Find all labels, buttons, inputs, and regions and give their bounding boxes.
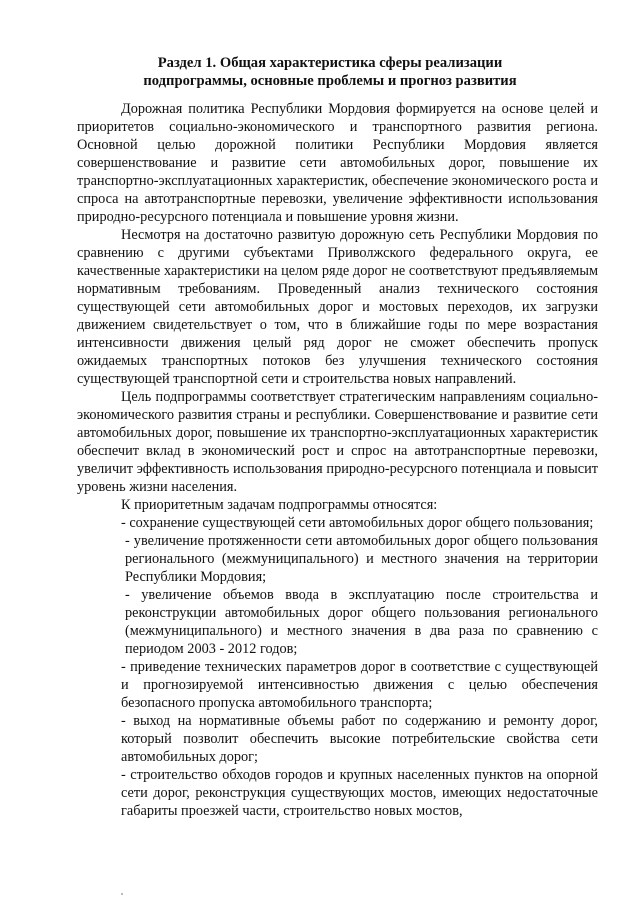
paragraph-road-policy: Дорожная политика Республики Мордовия формируется на основе целей и приоритетов социально-экономического и транспортного развития региона. Основной целью дорожной политики Республики Мордовия является совершенствование и развитие сети автомобильных дорог, повышение их транспортно-эксплуатационных характеристик, обеспечение экономического роста и спроса на автотранспортные перевозки, увеличение эффективности использования природно-ресурсного потенциала и повышение уровня жизни.: [77, 101, 598, 225]
document-body: [77, 100, 598, 820]
task-item: - приведение технических параметров дорог в соответствие с существующей и прогнозируемой интенсивностью движения с целью обеспечения безопасного пропуска автомобильного транспорта;: [121, 659, 598, 711]
section-title-line-2: подпрограммы, основные проблемы и прогноз развития: [143, 73, 517, 89]
paragraph-subprogram-goal: Цель подпрограммы соответствует стратегическим направлениям социально-экономического развития страны и республики. Совершенствование и развитие сети автомобильных дорог, повышение их транспортно-эксплуатационных характеристик обеспечит вклад в экономический рост и спрос на автотранспортные перевозки, увеличит эффективность использования природно-ресурсного потенциала и повысит уровень жизни населения.: [77, 389, 598, 495]
task-item: - строительство обходов городов и крупных населенных пунктов на опорной сети дорог, реконструкция существующих мостов, имеющих недостаточные габариты проезжей части, строительство новых мостов,: [121, 767, 598, 819]
task-item: - выход на нормативные объемы работ по содержанию и ремонту дорог, который позволит обеспечить высокие потребительские свойства сети автомобильных дорог;: [121, 713, 598, 765]
task-item: - увеличение объемов ввода в эксплуатацию после строительства и реконструкции автомобильных дорог общего пользования регионального (межмуниципального) и местного значения в два раза по сравнению с периодом 2003 - 2012 годов;: [125, 587, 598, 657]
section-title-line-1: Раздел 1. Общая характеристика сферы реализации: [157, 55, 503, 71]
task-item: - сохранение существующей сети автомобильных дорог общего пользования;: [121, 515, 594, 531]
section-title: [60, 54, 600, 90]
paragraph-priority-tasks-intro: К приоритетным задачам подпрограммы относятся:: [121, 497, 438, 513]
paragraph-network-analysis: Несмотря на достаточно развитую дорожную сеть Республики Мордовия по сравнению с другими субъектами Приволжского федерального округа, ее качественные характеристики на целом ряде дорог не соответствуют предъявляемым нормативным требованиям. Проведенный анализ технического состояния существующей сети автомобильных дорог и мостовых переходов, их загрузки движением свидетельствует о том, что в ближайшие годы по мере возрастания интенсивности движения целый ряд дорог не сможет обеспечить пропуск ожидаемых транспортных потоков без улучшения технического состояния существующей транспортной сети и строительства новых направлений.: [77, 227, 598, 387]
scan-speck: [121, 893, 123, 895]
task-item: - увеличение протяженности сети автомобильных дорог общего пользования регионального (межмуниципального) и местного значения на территории Республики Мордовия;: [125, 533, 598, 585]
